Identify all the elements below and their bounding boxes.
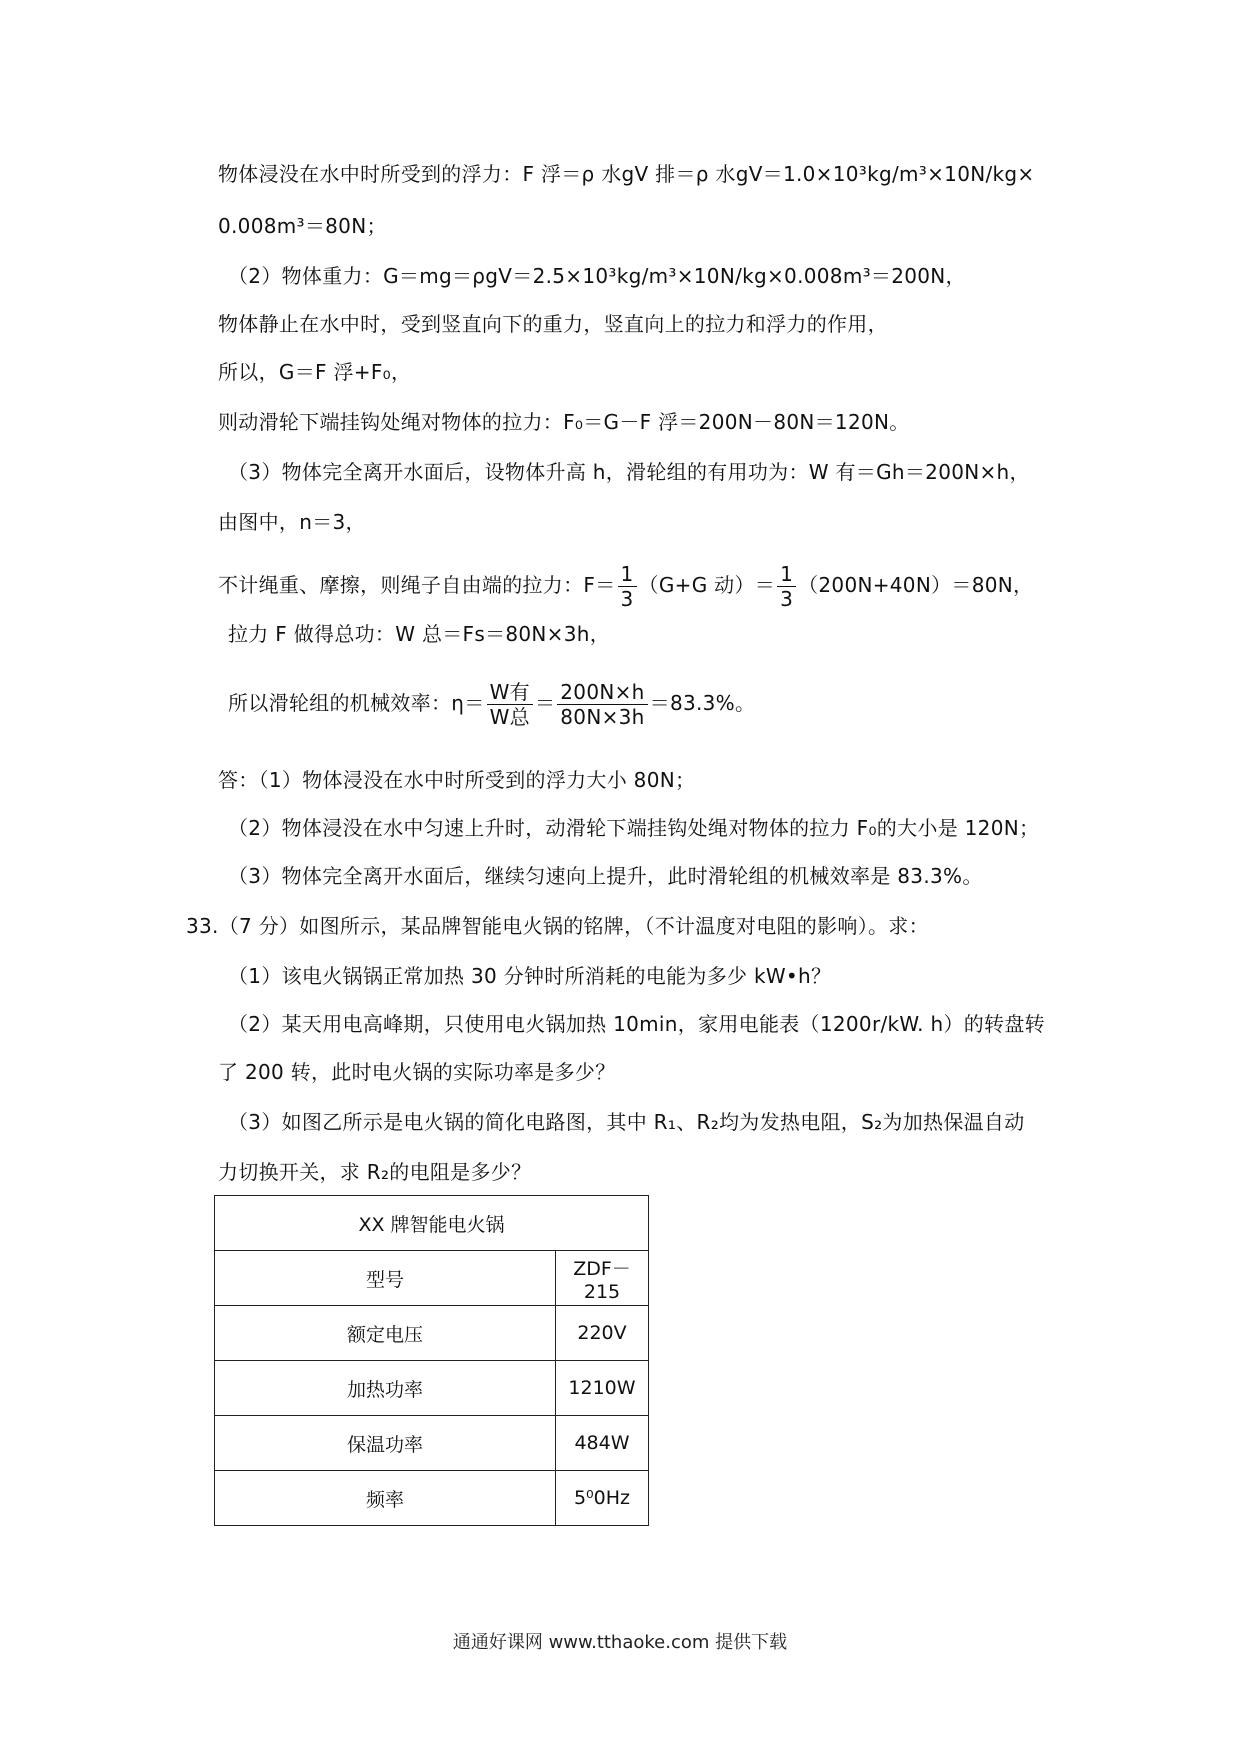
formula-text: 所以滑轮组的机械效率：η＝	[228, 691, 485, 715]
fraction-denominator: W总	[489, 705, 530, 729]
table-cell-value: ZDF－215	[556, 1251, 649, 1306]
answer-line: （3）物体完全离开水面后，继续匀速向上提升，此时滑轮组的机械效率是 83.3%。	[228, 864, 983, 888]
text-line: 由图中，n＝3，	[218, 510, 366, 534]
text-line: （3）物体完全离开水面后，设物体升高 h，滑轮组的有用功为：W 有＝Gh＝200N×h，	[228, 460, 1030, 484]
formula-text: 不计绳重、摩擦，则绳子自由端的拉力：F＝	[218, 573, 616, 597]
formula-text: （200N+40N）＝80N，	[798, 573, 1034, 597]
question-part: 力切换开关，求 R₂的电阻是多少？	[218, 1160, 532, 1184]
formula-text: ＝83.3%。	[649, 691, 756, 715]
question-part: （3）如图乙所示是电火锅的简化电路图，其中 R₁、R₂均为发热电阻，S₂为加热保温自动	[228, 1110, 1025, 1134]
text-line: 所以，G＝F 浮+F₀，	[218, 360, 412, 384]
nameplate-table	[214, 1195, 649, 1526]
table-cell-label: 额定电压	[215, 1306, 556, 1361]
table-cell-label: 保温功率	[215, 1416, 556, 1471]
formula-text: ＝	[534, 691, 556, 715]
table-title-row	[215, 1196, 649, 1251]
fraction-numerator: 200N×h	[557, 680, 647, 705]
fraction	[618, 562, 637, 611]
fraction	[487, 680, 533, 729]
question-part: （1）该电火锅锅正常加热 30 分钟时所消耗的电能为多少 kW•h？	[228, 964, 832, 988]
table-row	[215, 1416, 649, 1471]
table-cell-label: 频率	[215, 1471, 556, 1526]
fraction-denominator: 3	[620, 587, 634, 611]
table-title: XX 牌智能电火锅	[215, 1196, 649, 1251]
table-cell-label: 加热功率	[215, 1361, 556, 1416]
fraction-denominator: 80N×3h	[560, 705, 645, 729]
formula-line	[228, 672, 755, 734]
page-footer: 通通好课网 www.tthaoke.com 提供下载	[452, 1632, 788, 1653]
table-row	[215, 1306, 649, 1361]
fraction	[557, 680, 647, 729]
text-line: 0.008m³＝80N；	[218, 214, 387, 238]
answer-line: 答：（1）物体浸没在水中时所受到的浮力大小 80N；	[218, 768, 696, 792]
table-row	[215, 1251, 649, 1306]
table-cell-label: 型号	[215, 1251, 556, 1306]
question-title: 33.（7 分）如图所示，某品牌智能电火锅的铭牌，（不计温度对电阻的影响）。求：	[186, 914, 929, 938]
table-cell-value: 484W	[556, 1416, 649, 1471]
fraction-numerator: W有	[487, 680, 533, 705]
fraction-numerator: 1	[618, 562, 637, 587]
question-part: （2）某天用电高峰期，只使用电火锅加热 10min，家用电能表（1200r/kW. h）的转盘转	[228, 1012, 1045, 1036]
table-cell-value: 1210W	[556, 1361, 649, 1416]
fraction-numerator: 1	[777, 562, 796, 587]
text-line: 物体静止在水中时，受到竖直向下的重力，竖直向上的拉力和浮力的作用，	[218, 312, 888, 336]
formula-text: （G+G 动）＝	[638, 573, 776, 597]
table-row	[215, 1471, 649, 1526]
question-part: 了 200 转，此时电火锅的实际功率是多少？	[218, 1060, 616, 1084]
fraction	[777, 562, 796, 611]
answer-line: （2）物体浸没在水中匀速上升时，动滑轮下端挂钩处绳对物体的拉力 F₀的大小是 120N；	[228, 816, 1040, 840]
text-line: 拉力 F 做得总功：W 总＝Fs＝80N×3h，	[228, 622, 611, 646]
table-cell-value: 220V	[556, 1306, 649, 1361]
formula-line	[218, 556, 1033, 614]
text-line: 则动滑轮下端挂钩处绳对物体的拉力：F₀＝G－F 浮＝200N－80N＝120N。	[218, 410, 910, 434]
text-line: （2）物体重力：G＝mg＝ρgV＝2.5×10³kg/m³×10N/kg×0.008m³＝200N，	[228, 264, 966, 288]
table-cell-value: 5⁰0Hz	[556, 1471, 649, 1526]
fraction-denominator: 3	[780, 587, 794, 611]
table-row	[215, 1361, 649, 1416]
text-line: 物体浸没在水中时所受到的浮力：F 浮＝ρ 水gV 排＝ρ 水gV＝1.0×10³kg/m³×10N/kg×	[218, 162, 1035, 186]
